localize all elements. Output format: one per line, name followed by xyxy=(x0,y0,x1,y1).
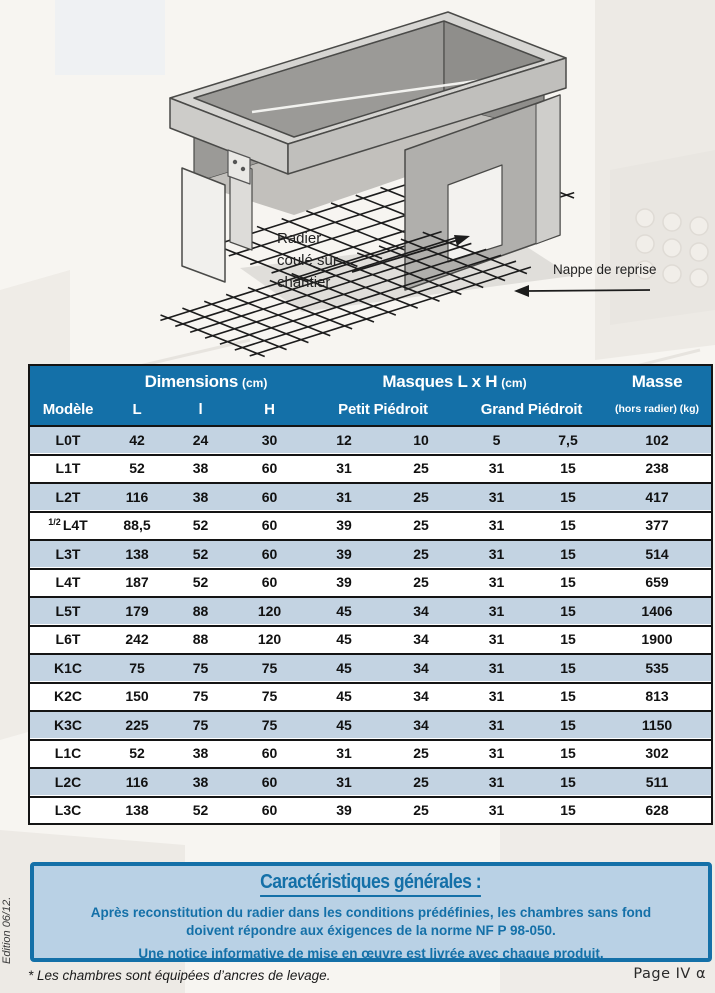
value-cell: 116 xyxy=(125,488,149,505)
characteristics-line1: Après reconstitution du radier dans les conditions prédéfinies, les chambres sans fond doivent répondre aux éxigences de la norme NF P 98-050. xyxy=(90,905,652,938)
value-cell: 39 xyxy=(336,574,352,591)
value-cell: 120 xyxy=(257,602,282,619)
col-header-grand-piedroit: Grand Piédroit xyxy=(480,400,583,418)
value-cell: 75 xyxy=(192,716,209,733)
value-cell: 31 xyxy=(488,745,505,762)
value-cell: 24 xyxy=(192,431,209,448)
value-cell: 88 xyxy=(192,602,209,619)
value-cell: 15 xyxy=(560,716,576,733)
table-row xyxy=(30,710,711,738)
value-cell: 116 xyxy=(125,773,149,790)
model-cell: L2C xyxy=(54,773,82,790)
value-cell: 31 xyxy=(488,460,505,477)
value-cell: 31 xyxy=(488,802,505,819)
value-cell: 45 xyxy=(336,659,352,676)
table-row xyxy=(30,653,711,681)
svg-text:coulé sur: coulé sur xyxy=(277,252,338,269)
characteristics-title xyxy=(34,871,708,897)
value-cell: 45 xyxy=(336,716,352,733)
value-cell: 31 xyxy=(488,517,505,534)
value-cell: 187 xyxy=(125,574,149,591)
value-cell: 25 xyxy=(413,517,429,534)
value-cell: 52 xyxy=(192,545,209,562)
table-row xyxy=(30,739,711,767)
value-cell: 7,5 xyxy=(558,431,578,448)
value-cell: 34 xyxy=(413,659,429,676)
table-row xyxy=(30,539,711,567)
col-header-petit-piedroit: Petit Piédroit xyxy=(338,400,428,418)
value-cell: 179 xyxy=(125,602,149,619)
masse-label: Masse xyxy=(631,372,683,391)
dimensions-unit: (cm) xyxy=(242,376,268,390)
nappe-arrow xyxy=(514,285,650,297)
value-cell: 75 xyxy=(261,688,278,705)
model-cell: K3C xyxy=(53,716,82,733)
value-cell: 88 xyxy=(192,631,209,648)
value-cell: 60 xyxy=(261,773,278,790)
value-cell: 238 xyxy=(645,460,669,477)
value-cell: 38 xyxy=(192,773,209,790)
value-cell: 25 xyxy=(413,460,429,477)
value-cell: 1406 xyxy=(641,602,673,619)
value-cell: 42 xyxy=(129,431,145,448)
value-cell: 15 xyxy=(560,602,576,619)
model-cell: L1C xyxy=(54,745,82,762)
value-cell: 15 xyxy=(560,773,576,790)
page-number: Page IV α xyxy=(633,966,706,982)
footnote: * Les chambres sont équipées d’ancres de levage. xyxy=(28,968,331,983)
illustration xyxy=(0,0,715,360)
value-cell: 628 xyxy=(645,802,669,819)
value-cell: 31 xyxy=(488,631,505,648)
value-cell: 813 xyxy=(645,688,669,705)
value-cell: 30 xyxy=(261,431,278,448)
value-cell: 60 xyxy=(261,802,278,819)
value-cell: 511 xyxy=(645,773,669,790)
value-cell: 242 xyxy=(125,631,149,648)
value-cell: 39 xyxy=(336,517,352,534)
value-cell: 60 xyxy=(261,745,278,762)
value-cell: 31 xyxy=(488,716,505,733)
value-cell: 52 xyxy=(129,745,145,762)
model-cell: L0T xyxy=(55,431,81,448)
value-cell: 31 xyxy=(336,773,352,790)
value-cell: 25 xyxy=(413,773,429,790)
value-cell: 25 xyxy=(413,545,429,562)
masques-unit: (cm) xyxy=(501,376,527,390)
model-cell: L6T xyxy=(55,631,81,648)
value-cell: 45 xyxy=(336,631,352,648)
characteristics-title-text: Caractéristiques générales : xyxy=(261,871,482,897)
value-cell: 45 xyxy=(336,602,352,619)
value-cell: 45 xyxy=(336,688,352,705)
model-cell: L5T xyxy=(55,602,81,619)
value-cell: 38 xyxy=(192,488,209,505)
value-cell: 60 xyxy=(261,545,278,562)
value-cell: 25 xyxy=(413,745,429,762)
value-cell: 377 xyxy=(645,517,669,534)
value-cell: 52 xyxy=(192,574,209,591)
value-cell: 52 xyxy=(129,460,145,477)
col-header-L: L xyxy=(132,400,142,418)
value-cell: 1150 xyxy=(641,716,673,733)
value-cell: 15 xyxy=(560,688,576,705)
value-cell: 138 xyxy=(125,802,149,819)
table-header xyxy=(30,366,711,427)
value-cell: 31 xyxy=(488,545,505,562)
value-cell: 15 xyxy=(560,517,576,534)
value-cell: 39 xyxy=(336,545,352,562)
value-cell: 75 xyxy=(261,659,278,676)
value-cell: 120 xyxy=(257,631,282,648)
spec-table xyxy=(28,364,713,825)
value-cell: 15 xyxy=(560,659,576,676)
svg-text:chantier: chantier xyxy=(277,274,331,291)
value-cell: 25 xyxy=(413,802,429,819)
value-cell: 514 xyxy=(645,545,669,562)
value-cell: 15 xyxy=(560,545,576,562)
table-row xyxy=(30,682,711,710)
nappe-label xyxy=(553,262,657,277)
dimensions-label: Dimensions xyxy=(144,372,238,391)
svg-text:Radier: Radier xyxy=(277,230,322,247)
value-cell: 138 xyxy=(125,545,149,562)
value-cell: 31 xyxy=(336,745,352,762)
col-header-modele: Modèle xyxy=(42,400,94,418)
model-cell: L2T xyxy=(55,488,81,505)
group-header-masques xyxy=(306,372,603,392)
group-header-masse xyxy=(603,372,711,392)
value-cell: 15 xyxy=(560,802,576,819)
table-row xyxy=(30,568,711,596)
value-cell: 15 xyxy=(560,745,576,762)
value-cell: 225 xyxy=(125,716,149,733)
table-row xyxy=(30,511,711,539)
value-cell: 38 xyxy=(192,460,209,477)
value-cell: 31 xyxy=(488,602,505,619)
value-cell: 75 xyxy=(261,716,278,733)
value-cell: 15 xyxy=(560,631,576,648)
value-cell: 31 xyxy=(488,574,505,591)
value-cell: 1900 xyxy=(641,631,673,648)
characteristics-line2: Une notice informative de mise en œuvre est livrée avec chaque produit. xyxy=(138,946,604,962)
value-cell: 15 xyxy=(560,460,576,477)
value-cell: 75 xyxy=(129,659,145,676)
group-header-dimensions xyxy=(106,372,306,392)
model-cell: K1C xyxy=(53,659,82,676)
model-cell: K2C xyxy=(53,688,82,705)
value-cell: 12 xyxy=(336,431,352,448)
value-cell: 31 xyxy=(336,460,352,477)
model-cell: $^{1/2}$ L4T xyxy=(48,517,88,534)
value-cell: 34 xyxy=(413,631,429,648)
value-cell: 659 xyxy=(645,574,669,591)
value-cell: 302 xyxy=(645,745,669,762)
value-cell: 31 xyxy=(336,488,352,505)
value-cell: 75 xyxy=(192,659,209,676)
model-cell: L3C xyxy=(54,802,82,819)
masques-label: Masques L x H xyxy=(382,372,498,391)
col-header-l: l xyxy=(198,400,203,418)
value-cell: 31 xyxy=(488,659,505,676)
value-cell: 60 xyxy=(261,488,278,505)
table-row xyxy=(30,454,711,482)
value-cell: 88,5 xyxy=(123,517,151,534)
characteristics-box xyxy=(30,862,712,962)
value-cell: 52 xyxy=(192,802,209,819)
value-cell: 34 xyxy=(413,716,429,733)
table-row xyxy=(30,596,711,624)
table-row xyxy=(30,767,711,795)
value-cell: 417 xyxy=(645,488,669,505)
value-cell: 25 xyxy=(413,488,429,505)
value-cell: 535 xyxy=(645,659,669,676)
model-cell: L3T xyxy=(55,545,81,562)
value-cell: 15 xyxy=(560,574,576,591)
value-cell: 150 xyxy=(125,688,149,705)
model-cell: L4T xyxy=(55,574,81,591)
value-cell: 15 xyxy=(560,488,576,505)
value-cell: 60 xyxy=(261,517,278,534)
value-cell: 38 xyxy=(192,745,209,762)
value-cell: 60 xyxy=(261,460,278,477)
value-cell: 75 xyxy=(192,688,209,705)
table-row xyxy=(30,482,711,510)
col-header-H: H xyxy=(264,400,275,418)
table-row xyxy=(30,427,711,453)
value-cell: 31 xyxy=(488,773,505,790)
value-cell: 10 xyxy=(413,431,429,448)
value-cell: 60 xyxy=(261,574,278,591)
value-cell: 34 xyxy=(413,602,429,619)
edition-label: Edition 06/12. xyxy=(1,896,13,964)
value-cell: 31 xyxy=(488,488,505,505)
value-cell: 31 xyxy=(488,688,505,705)
value-cell: 25 xyxy=(413,574,429,591)
value-cell: 52 xyxy=(192,517,209,534)
table-row xyxy=(30,625,711,653)
table-row xyxy=(30,796,711,824)
value-cell: 39 xyxy=(336,802,352,819)
value-cell: 5 xyxy=(492,431,501,448)
model-cell: L1T xyxy=(55,460,81,477)
value-cell: 102 xyxy=(645,431,669,448)
col-header-masse-sub: (hors radier) (kg) xyxy=(614,403,699,415)
value-cell: 34 xyxy=(413,688,429,705)
svg-text:Nappe de reprise: Nappe de reprise xyxy=(553,262,657,277)
table-body xyxy=(30,427,711,823)
